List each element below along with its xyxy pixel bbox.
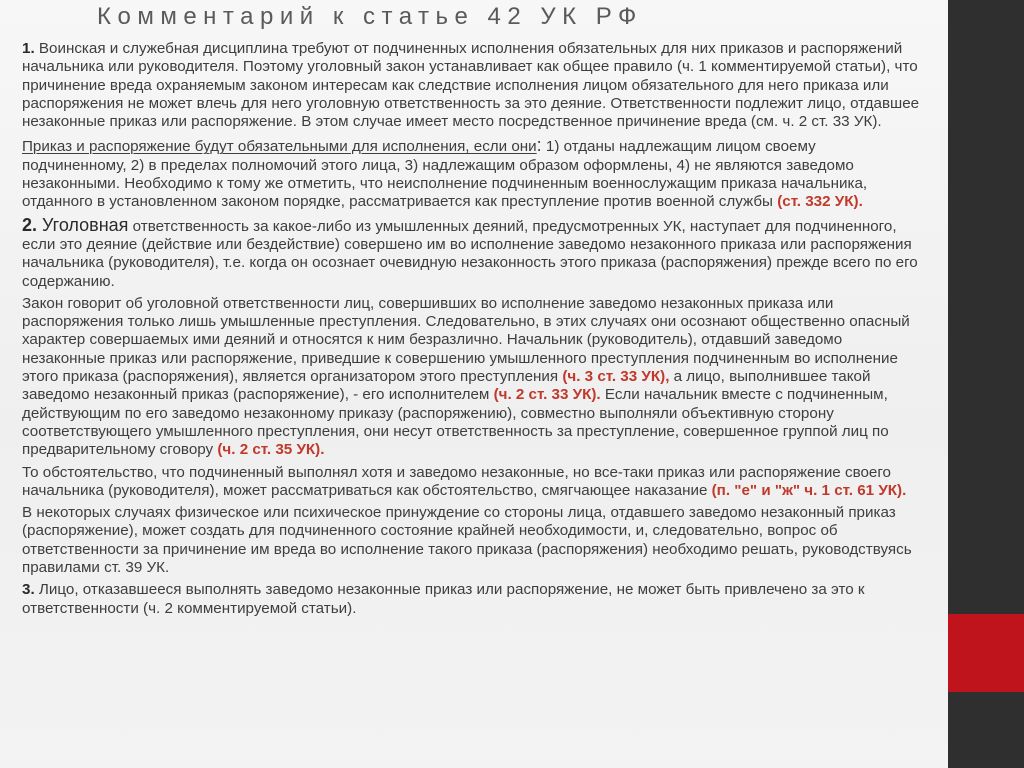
paragraph-number: 1.	[22, 40, 35, 57]
slide-content	[22, 40, 924, 622]
decorative-sidebar	[948, 0, 1024, 768]
slide-title: Комментарий к статье 42 УК РФ	[97, 3, 643, 30]
paragraph-text: Закон говорит об уголовной ответственности лиц, совершивших во исполнение заведомо незаконных приказа или распоряжения только лишь умышленные преступления. Следовательно, в этих случаях они осознают общественно опасный характер совершаемых ими деяний и относятся к ним безразлично. Начальник (руководитель), отдавший заведомо незаконные приказ или распоряжение, приведшие к совершению умышленного преступления подчиненным во исполнение этого приказа (распоряжения), является организатором этого преступления	[22, 294, 910, 386]
paragraph-3	[22, 216, 924, 291]
paragraph-number: 2.	[22, 214, 38, 235]
article-reference: (ч. 3 ст. 33 УК),	[562, 368, 670, 386]
lead-colon: :	[536, 135, 542, 156]
underlined-lead: Приказ и распоряжение будут обязательными для исполнения, если они	[22, 138, 537, 156]
article-reference: (ч. 2 ст. 35 УК).	[217, 441, 325, 459]
accent-block	[948, 614, 1024, 692]
paragraph-number: 3.	[22, 581, 35, 599]
paragraph-text: Лицо, отказавшееся выполнять заведомо незаконные приказ или распоряжение, не может быть привлечено за это к ответственности (ч. 2 комментируемой статьи).	[22, 581, 865, 617]
paragraph-text: Если начальник вместе с подчиненным, действующим по его заведомо незаконному приказу (распоряжению), совместно выполняли объективную сторону соответствующего умышленного преступления, они несут ответственность за преступление, совершенное группой лиц по предварительному сговору	[22, 386, 889, 459]
paragraph-5	[22, 464, 924, 501]
article-reference: (ст. 332 УК).	[777, 193, 863, 211]
article-reference: (п. "е" и "ж" ч. 1 ст. 61 УК).	[711, 481, 907, 499]
paragraph-4	[22, 295, 924, 460]
paragraph-1	[22, 40, 924, 131]
article-reference: (ч. 2 ст. 33 УК).	[493, 386, 601, 404]
paragraph-7	[22, 581, 924, 618]
paragraph-text: То обстоятельство, что подчиненный выполнял хотя и заведомо незаконные, но все-таки приказ или распоряжение своего начальника (руководителя), может рассматриваться как обстоятельство, смягчающее наказание	[22, 463, 892, 499]
paragraph-6	[22, 504, 924, 577]
paragraph-text: Воинская и служебная дисциплина требуют от подчиненных исполнения обязательных для них приказов и распоряжений начальника или руководителя. Поэтому уголовный закон устанавливает как общее правило (ч. 1 комментируемой статьи), что причинение вреда охраняемым законом интересам как следствие исполнения лицом обязательного для него приказа или распоряжения не может влечь для него уголовную ответственность за это деяние. Ответственности подлежит лицо, отдавшее незаконные приказ или распоряжение. В этом случае имеет место посредственное причинение вреда (см. ч. 2 ст. 33 УК).	[22, 40, 920, 131]
paragraph-2	[22, 136, 924, 211]
paragraph-text: 1) отданы надлежащим лицом своему подчиненному, 2) в пределах полномочий этого лица, 3) надлежащим образом оформлены, 4) не являются заведомо незаконными. Необходимо к тому же отметить, что неисполнение подчиненным военнослужащим приказа начальника, отданного в установленном законом порядке, рассматривается как преступление против военной службы	[22, 138, 868, 211]
paragraph-text: ответственность за какое-либо из умышленных деяний, предусмотренных УК, наступает для подчиненного, если это деяние (действие или бездействие) совершено им во исполнение заведомо незаконного приказа или распоряжения начальника (руководителя), т.е. когда он осознает очевидную незаконность этого приказа (распоряжения) прежде всего по его содержанию.	[22, 217, 918, 290]
paragraph-lead: Уголовная	[37, 214, 129, 235]
paragraph-text: В некоторых случаях физическое или психическое принуждение со стороны лица, отдавшего заведомо незаконный приказ (распоряжение), может создать для подчиненного состояние крайней необходимости, и, следовательно, вопрос об ответственности за причинение им вреда во исполнение такого приказа (распоряжения) необходимо решать, руководствуясь правилами ст. 39 УК.	[22, 504, 912, 577]
paragraph-text: а лицо, выполнившее такой заведомо незаконный приказ (распоряжение), - его исполнителем	[22, 368, 871, 404]
